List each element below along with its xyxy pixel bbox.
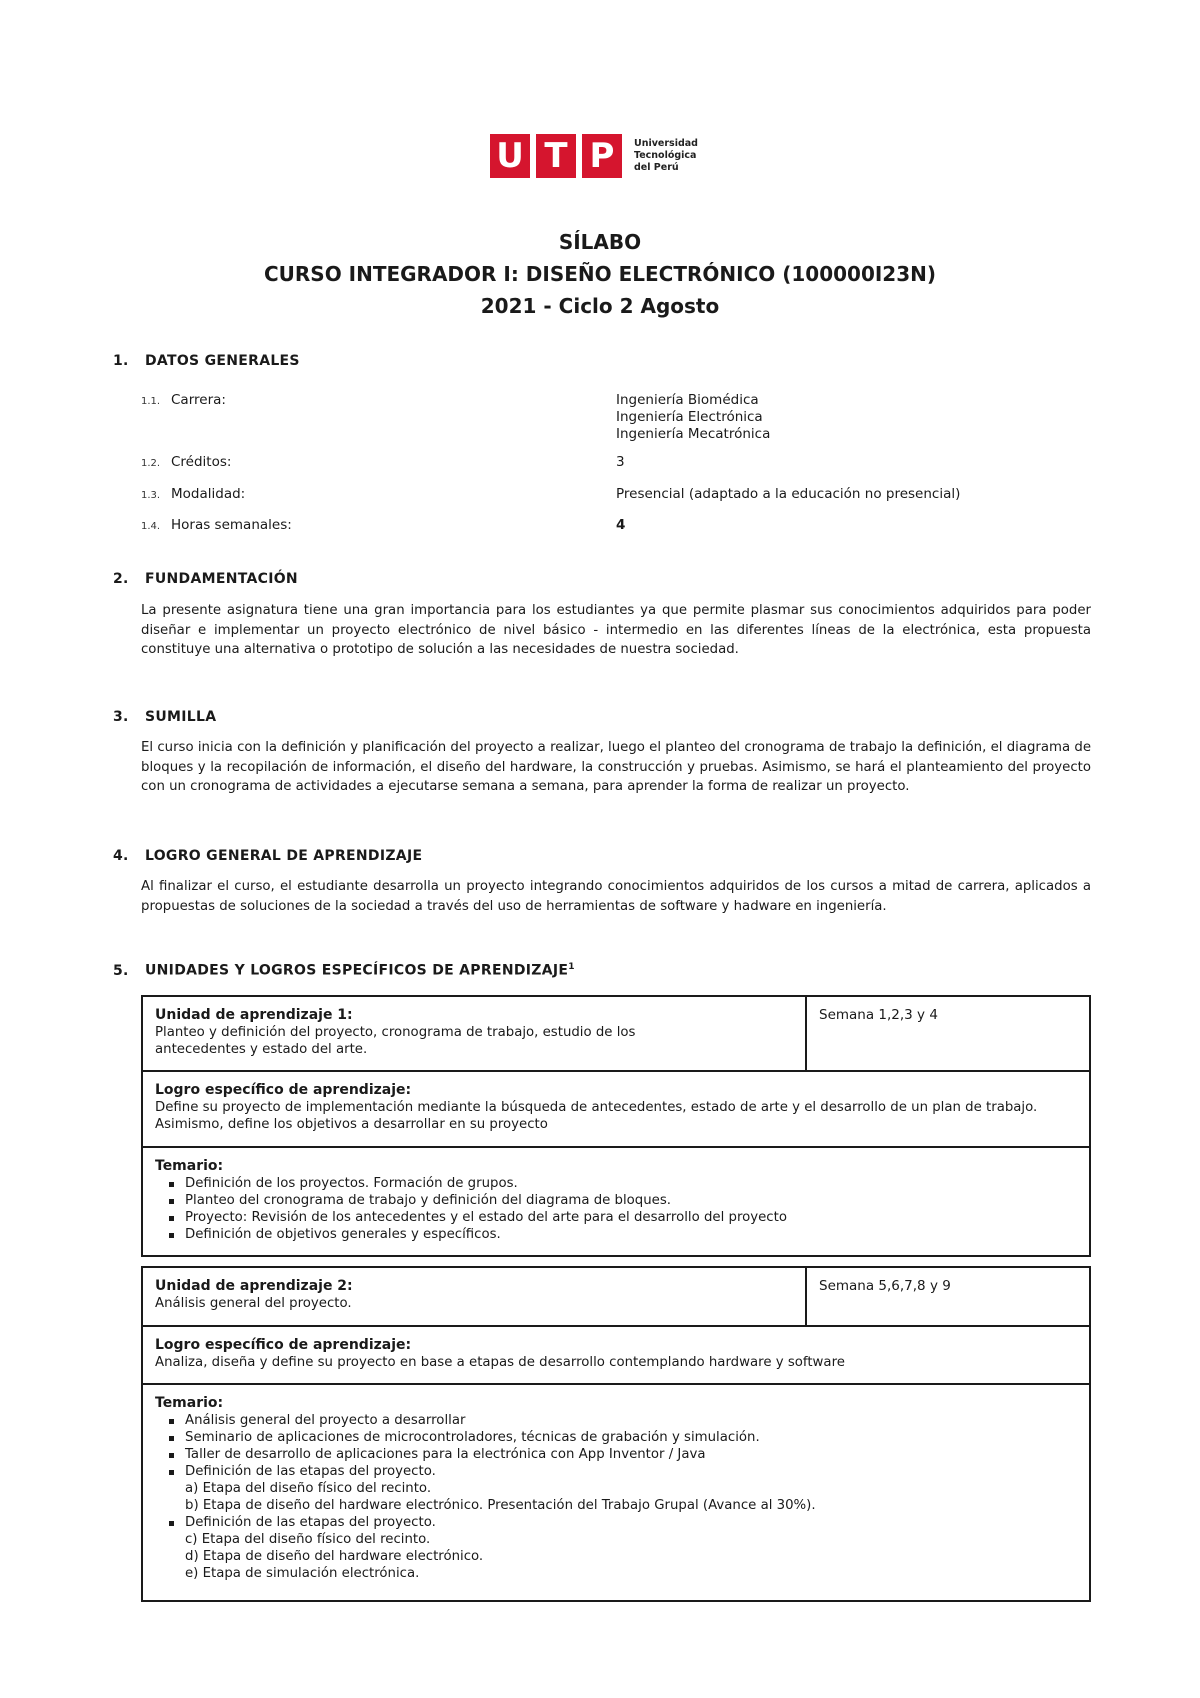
datos-number: 1.1. [141, 396, 161, 407]
temario-item: Definición de los proyectos. Formación de grupos. [185, 1175, 1077, 1192]
unit-table-2 [141, 1266, 1091, 1602]
section-title: LOGRO GENERAL DE APRENDIZAJE [145, 848, 423, 864]
datos-value-horas: 4 [616, 517, 626, 533]
utp-logo [490, 134, 698, 178]
logo-letter-t: T [536, 134, 576, 178]
temario-subitem: e) Etapa de simulación electrónica. [185, 1566, 420, 1581]
temario-subitem: b) Etapa de diseño del hardware electrónico. Presentación del Trabajo Grupal (Avance al 30%). [185, 1498, 816, 1513]
temario-subitem: d) Etapa de diseño del hardware electrónico. [185, 1549, 484, 1564]
temario-subitem: a) Etapa del diseño físico del recinto. [185, 1481, 432, 1496]
logo-text-line: Universidad [634, 138, 698, 149]
temario-subitem: c) Etapa del diseño físico del recinto. [185, 1532, 431, 1547]
temario-list [155, 1412, 1077, 1582]
section-title: DATOS GENERALES [145, 353, 300, 369]
temario-item: Definición de las etapas del proyecto. [185, 1514, 1077, 1531]
datos-label-text: Modalidad: [171, 486, 246, 502]
temario-item: Definición de las etapas del proyecto. [185, 1463, 1077, 1480]
datos-value-modalidad: Presencial (adaptado a la educación no presencial) [616, 486, 961, 502]
logro-general-text: Al finalizar el curso, el estudiante desarrolla un proyecto integrando conocimientos adquiridos de los cursos a mitad de carrera, aplicados a propuestas de soluciones de la sociedad a través del uso de herramientas de software y hadware en ingeniería. [141, 879, 1091, 914]
section-title: UNIDADES Y LOGROS ESPECÍFICOS DE APRENDIZAJE [145, 962, 569, 979]
section-number: 5. [113, 962, 129, 979]
logro-text: Define su proyecto de implementación mediante la búsqueda de antecedentes, estado de arte y el desarrollo de un plan de trabajo. Asimismo, define los objetivos a desarrollar en su proyecto [155, 1100, 1038, 1132]
section-heading-logro-general [113, 848, 422, 864]
datos-label-creditos [141, 454, 231, 470]
temario-title: Temario: [155, 1395, 224, 1411]
logo-text [634, 138, 698, 174]
unit-title: Unidad de aprendizaje 2: [155, 1278, 353, 1294]
datos-number: 1.4. [141, 521, 161, 532]
sumilla-text: El curso inicia con la definición y planificación del proyecto a realizar, luego el planteo del cronograma de trabajo la definición, el diagrama de bloques y la recopilación de información, el diseño del hardware, la construcción y pruebas. Asimismo, se hará el planteamiento del proyecto con un cronograma de actividades a ejecutarse semana a semana, para aprender la forma de realizar un proyecto. [141, 740, 1091, 794]
fundamentacion-text: La presente asignatura tiene una gran importancia para los estudiantes ya que permite plasmar sus conocimientos adquiridos para poder diseñar e implementar un proyecto electrónico de nivel básico - intermedio en las diferentes líneas de la electrónica, esta propuesta constituye una alternativa o prototipo de solución a las necesidades de nuestra sociedad. [141, 603, 1091, 657]
unit-temario-row [143, 1385, 1089, 1592]
document-title: SÍLABO [558, 230, 642, 254]
datos-value-creditos: 3 [616, 454, 625, 470]
temario-title: Temario: [155, 1158, 224, 1174]
footnote-marker: 1 [568, 962, 575, 972]
section-title: SUMILLA [145, 709, 217, 725]
carrera-item: Ingeniería Biomédica [616, 392, 759, 408]
datos-number: 1.3. [141, 490, 161, 501]
datos-value-carrera [616, 392, 770, 443]
carrera-item: Ingeniería Electrónica [616, 409, 763, 425]
temario-item: Definición de objetivos generales y específicos. [185, 1226, 1077, 1243]
section-number: 1. [113, 353, 129, 369]
logo-letter-u: U [490, 134, 530, 178]
logo-letter-p: P [582, 134, 622, 178]
unit-description: Planteo y definición del proyecto, cronograma de trabajo, estudio de los antecedentes y estado del arte. [155, 1025, 636, 1057]
datos-label-text: Créditos: [171, 454, 232, 470]
section-title: FUNDAMENTACIÓN [145, 571, 298, 587]
unit-header-row [143, 997, 1089, 1072]
section-number: 3. [113, 709, 129, 725]
datos-label-carrera [141, 392, 226, 408]
temario-item: Análisis general del proyecto a desarrollar [185, 1412, 1077, 1429]
datos-label-horas [141, 517, 292, 533]
section-heading-datos-generales [113, 353, 300, 369]
logro-title: Logro específico de aprendizaje: [155, 1337, 412, 1353]
unit-weeks: Semana 5,6,7,8 y 9 [819, 1278, 951, 1294]
section-heading-sumilla [113, 709, 216, 725]
temario-item: Taller de desarrollo de aplicaciones para la electrónica con App Inventor / Java [185, 1446, 1077, 1463]
datos-label-text: Horas semanales: [171, 517, 292, 533]
logro-title: Logro específico de aprendizaje: [155, 1082, 412, 1098]
unit-temario-row [143, 1148, 1089, 1253]
unit-title-cell [143, 1268, 807, 1325]
unit-weeks: Semana 1,2,3 y 4 [819, 1007, 938, 1023]
datos-label-text: Carrera: [171, 392, 226, 408]
carrera-item: Ingeniería Mecatrónica [616, 426, 771, 442]
logo-text-line: del Perú [634, 162, 679, 173]
temario-item: Proyecto: Revisión de los antecedentes y el estado del arte para el desarrollo del proyecto [185, 1209, 1077, 1226]
unit-title: Unidad de aprendizaje 1: [155, 1007, 353, 1023]
logro-text: Analiza, diseña y define su proyecto en base a etapas de desarrollo contemplando hardware y software [155, 1355, 845, 1370]
temario-item: Planteo del cronograma de trabajo y definición del diagrama de bloques. [185, 1192, 1077, 1209]
unit-logro-row [143, 1327, 1089, 1385]
logo-text-line: Tecnológica [634, 150, 697, 161]
unit-title-cell [143, 997, 807, 1070]
course-title: CURSO INTEGRADOR I: DISEÑO ELECTRÓNICO (100000I23N) [263, 262, 937, 286]
unit-description: Análisis general del proyecto. [155, 1296, 352, 1311]
course-period: 2021 - Ciclo 2 Agosto [480, 294, 720, 318]
temario-list [155, 1175, 1077, 1243]
temario-item: Seminario de aplicaciones de microcontroladores, técnicas de grabación y simulación. [185, 1429, 1077, 1446]
section-number: 2. [113, 571, 129, 587]
unit-logro-row [143, 1072, 1089, 1148]
section-heading-fundamentacion [113, 571, 298, 587]
section-heading-unidades [113, 962, 575, 979]
datos-label-modalidad [141, 486, 245, 502]
unit-header-row [143, 1268, 1089, 1327]
datos-number: 1.2. [141, 458, 161, 469]
section-number: 4. [113, 848, 129, 864]
unit-table-1 [141, 995, 1091, 1257]
